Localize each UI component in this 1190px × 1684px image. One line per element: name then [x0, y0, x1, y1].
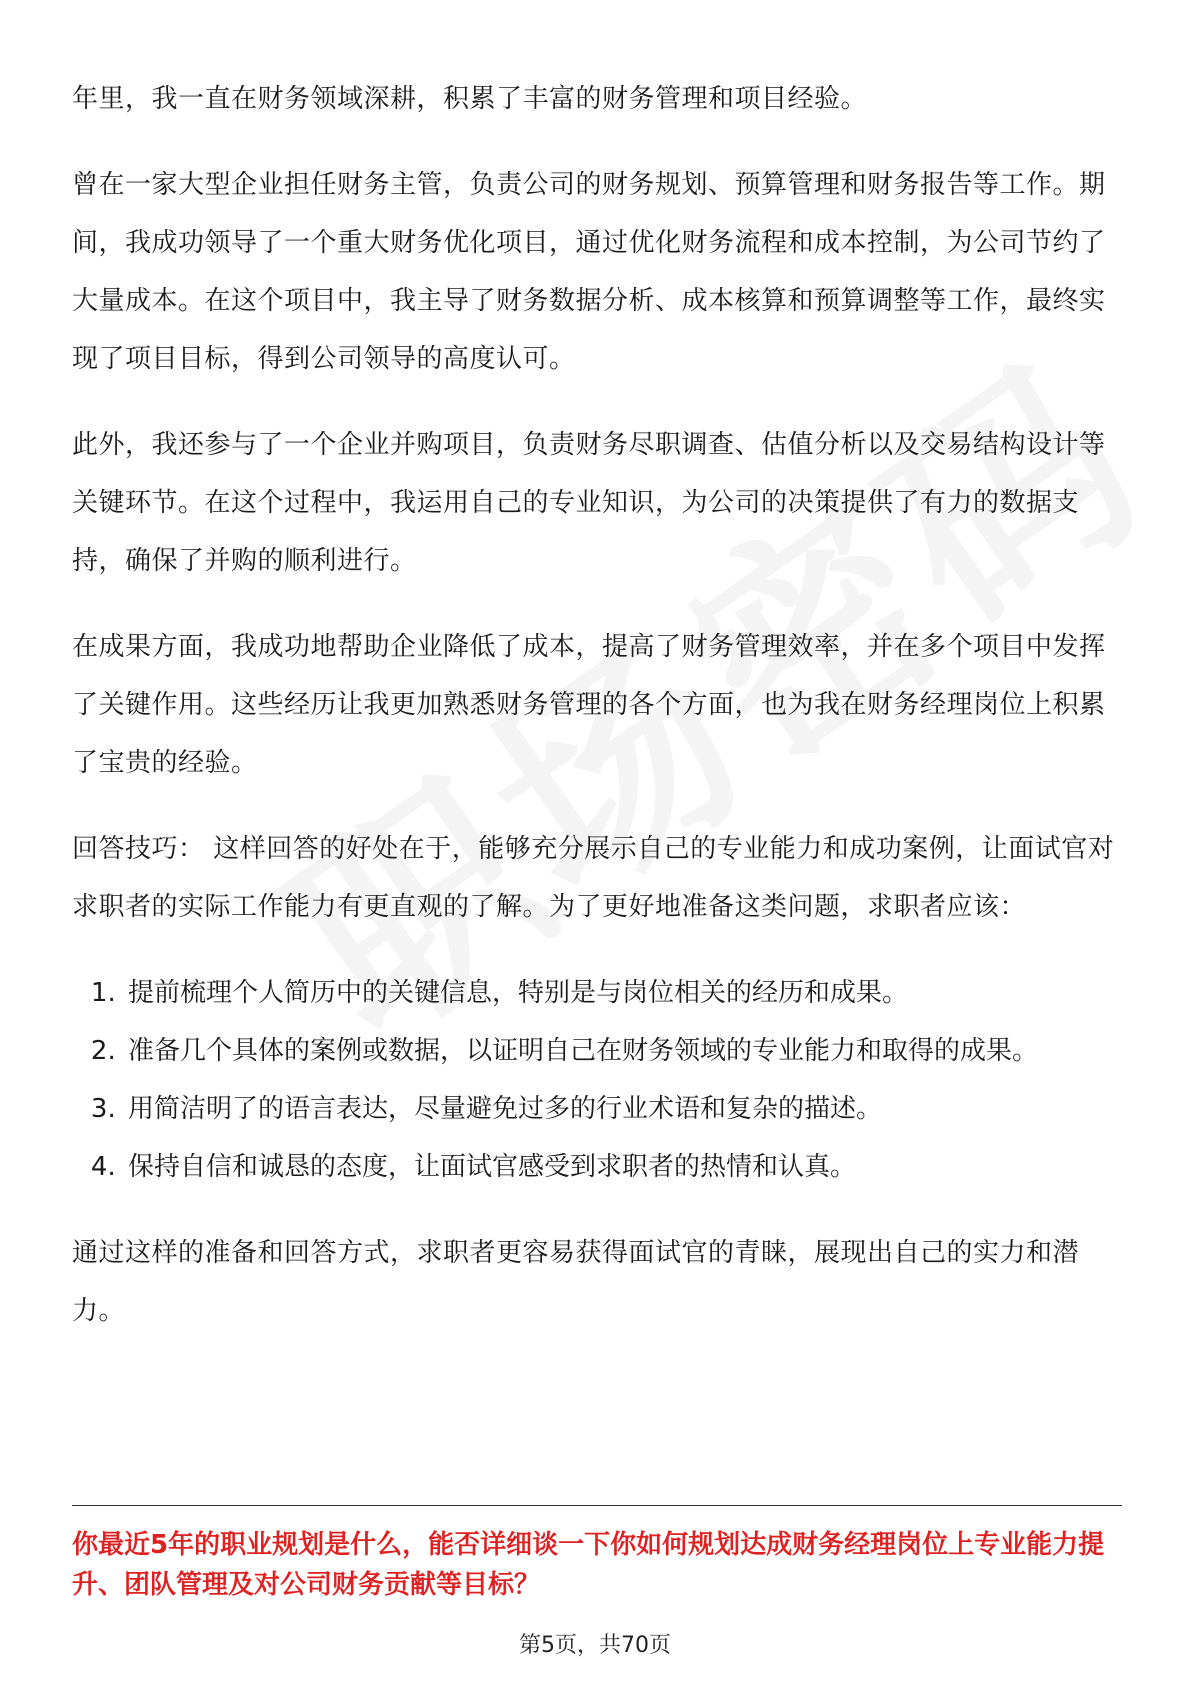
list-item: 2. 准备几个具体的案例或数据，以证明自己在财务领域的专业能力和取得的成果。 [124, 1022, 1122, 1080]
paragraph-answer-tips: 回答技巧： 这样回答的好处在于，能够充分展示自己的专业能力和成功案例，让面试官对求职者的实际工作能力有更直观的了解。为了更好地准备这类问题，求职者应该： [72, 834, 1115, 922]
paragraph-achievements: 在成果方面，我成功地帮助企业降低了成本，提高了财务管理效率，并在多个项目中发挥了关键作用。这些经历让我更加熟悉财务管理的各个方面，也为我在财务经理岗位上积累了宝贵的经验。 [72, 632, 1106, 778]
next-question-heading: 你最近5年的职业规划是什么，能否详细谈一下你如何规划达成财务经理岗位上专业能力提升、团队管理及对公司财务贡献等目标？ [72, 1530, 1105, 1600]
paragraph-merger-project: 此外，我还参与了一个企业并购项目，负责财务尽职调查、估值分析以及交易结构设计等关键环节。在这个过程中，我运用自己的专业知识，为公司的决策提供了有力的数据支持，确保了并购的顺利进行。 [72, 430, 1106, 576]
main-content [72, 70, 1122, 1368]
list-item: 3. 用简洁明了的语言表达，尽量避免过多的行业术语和复杂的描述。 [124, 1080, 1122, 1138]
tips-list [72, 964, 1122, 1196]
section-divider [72, 1505, 1122, 1506]
list-item: 4. 保持自信和诚恳的态度，让面试官感受到求职者的热情和认真。 [124, 1138, 1122, 1196]
paragraph-experience-intro: 年里，我一直在财务领域深耕，积累了丰富的财务管理和项目经验。 [72, 84, 868, 114]
list-item: 1. 提前梳理个人简历中的关键信息，特别是与岗位相关的经历和成果。 [124, 964, 1122, 1022]
paragraph-finance-manager: 曾在一家大型企业担任财务主管，负责公司的财务规划、预算管理和财务报告等工作。期间，我成功领导了一个重大财务优化项目，通过优化财务流程和成本控制，为公司节约了大量成本。在这个项目中，我主导了财务数据分析、成本核算和预算调整等工作，最终实现了项目目标，得到公司领导的高度认可。 [72, 170, 1106, 374]
paragraph-closing: 通过这样的准备和回答方式，求职者更容易获得面试官的青睐，展现出自己的实力和潜力。 [72, 1238, 1080, 1326]
page-number: 第5页，共70页 [519, 1633, 671, 1658]
